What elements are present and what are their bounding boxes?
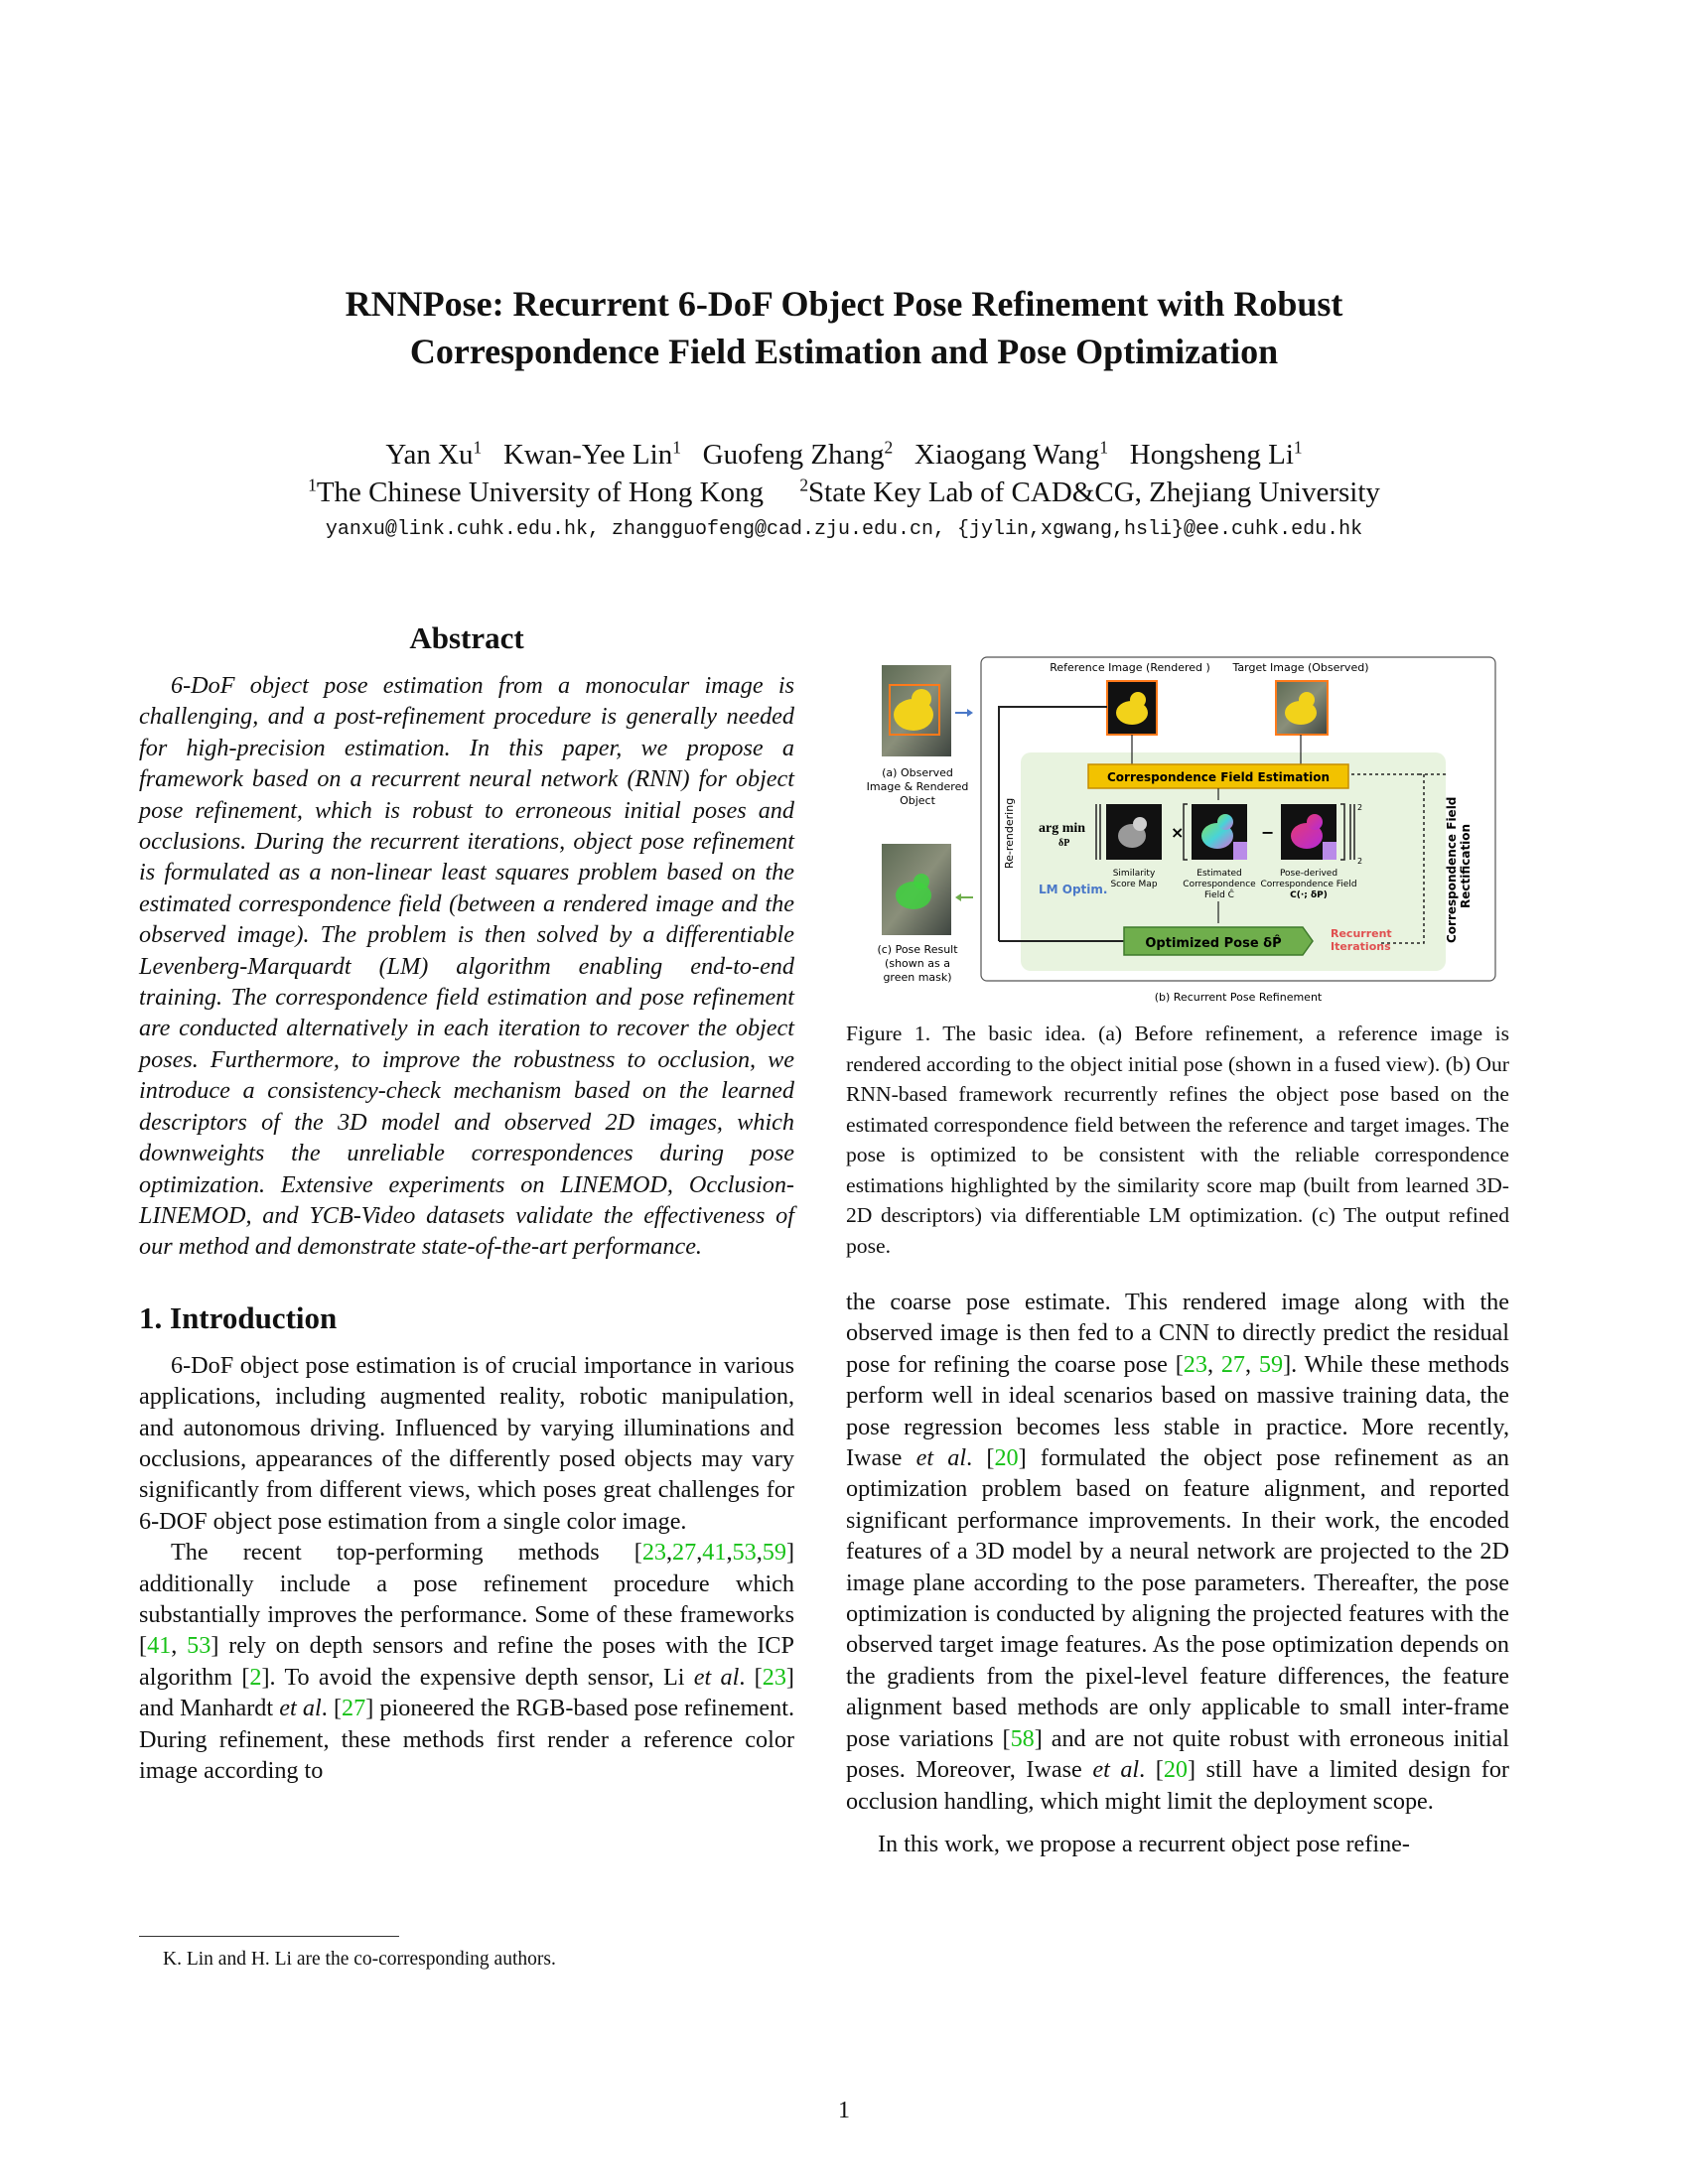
affiliation: $^2$State Key Lab of CAD&CG, Zhejiang University — [799, 475, 1380, 508]
svg-text:Iterations: Iterations — [1331, 940, 1391, 953]
citation-link[interactable]: 23 — [1183, 1350, 1207, 1378]
citation-link[interactable]: 53 — [187, 1632, 211, 1660]
citation-link[interactable]: 41 — [702, 1539, 727, 1567]
affiliation: $^1$The Chinese University of Hong Kong — [308, 475, 765, 508]
svg-text:δP: δP — [1058, 838, 1070, 849]
citation-link[interactable]: 27 — [342, 1695, 366, 1722]
figure-1 — [864, 655, 1499, 1013]
citation-link[interactable]: 23 — [762, 1663, 786, 1691]
svg-text:2: 2 — [1357, 857, 1363, 866]
author: Guofeng Zhang$^2$ — [702, 437, 894, 471]
svg-text:2: 2 — [1357, 803, 1363, 812]
svg-text:Pose-derived: Pose-derived — [1279, 869, 1338, 879]
citation-link[interactable]: 27 — [1220, 1350, 1246, 1378]
svg-text:Image & Rendered: Image & Rendered — [866, 780, 969, 793]
citation-link[interactable]: 59 — [1258, 1350, 1284, 1378]
right-paragraph-2: In this work, we propose a recurrent object pose refine- — [878, 1830, 1410, 1857]
author: Hongsheng Li$^1$ — [1129, 437, 1303, 471]
figure-1-caption: Figure 1. The basic idea. (a) Before refinement, a reference image is rendered according to the object initial pose (shown in a fused view). (b) Our RNN-based framework recurrently refines the object pose based on the estimated correspondence field between the reference and target images. The pose is optimized to be consistent with the reliable correspondence estimations highlighted by the similarity score map (built from learned 3D-2D descriptors) via differentiable LM optimization. (c) The output refined pose. — [846, 1022, 1509, 1258]
footnote-rule — [139, 1936, 399, 1937]
svg-text:Correspondence: Correspondence — [1183, 880, 1256, 889]
svg-text:(c) Pose Result: (c) Pose Result — [877, 943, 958, 956]
page-number: 1 — [838, 2098, 850, 2123]
svg-text:Object: Object — [900, 794, 935, 807]
svg-text:Target Image (Observed): Target Image (Observed) — [1232, 661, 1369, 674]
abstract-heading: Abstract — [409, 620, 524, 655]
svg-text:−: − — [1261, 823, 1275, 842]
citation-link[interactable]: 41 — [147, 1632, 172, 1660]
svg-text:green mask): green mask) — [883, 971, 952, 984]
citation-link[interactable]: 2 — [249, 1663, 262, 1691]
svg-text:Optimized Pose δP̂: Optimized Pose δP̂ — [1145, 936, 1282, 951]
abstract-text: 6-DoF object pose estimation from a monocular image is challenging, and a post-refinement procedure is generally needed for high-precision estimation. In this paper, we propose a framework based on a recurrent neural network (RNN) for object pose refinement, which is robust to erroneous initial poses and occlusions. During the recurrent iterations, object pose refinement is formulated as a non-linear least squares problem based on the estimated correspondence field (between a rendered image and the observed image). The problem is then solved by a differentiable Levenberg-Marquardt (LM) algorithm enabling end-to-end training. The correspondence field estimation and pose refinement are conducted alternatively in each iteration to recover the object poses. Furthermore, to improve the robustness to occlusion, we introduce a consistency-check mechanism based on the learned descriptors of the 3D model and observed 2D images, which downweights the unreliable correspondences during pose optimization. Extensive experiments on LINEMOD, Occlusion-LINEMOD, and YCB-Video datasets validate the effectiveness of our method and demonstrate state-of-the-art performance. — [139, 672, 794, 1261]
paper-title — [0, 280, 1688, 375]
title-line-1: RNNPose: Recurrent 6-DoF Object Pose Refinement with Robust — [345, 284, 1343, 324]
affiliations — [0, 475, 1688, 510]
svg-text:(b) Recurrent Pose Refinement: (b) Recurrent Pose Refinement — [1154, 991, 1323, 1004]
svg-text:Correspondence Field Estimatio: Correspondence Field Estimation — [1106, 770, 1331, 784]
svg-text:Field Ĉ: Field Ĉ — [1204, 890, 1234, 900]
observed-image-thumbnail — [882, 665, 951, 756]
author-emails[interactable]: yanxu@link.cuhk.edu.hk, zhangguofeng@cad.zju.edu.cn, {jylin,xgwang,hsli}@ee.cuhk.edu.hk — [325, 518, 1363, 541]
citation-link[interactable]: 27 — [672, 1539, 697, 1567]
intro-paragraph-2: The recent top-performing methods [23,27,41,53,59] additionally include a pose refinement procedure which substantially improves the performance. Some of these frameworks [41, 53] rely on depth sensors and refine the poses with the ICP algorithm [2]. To avoid the expensive depth sensor, Li et al. [23] and Manhardt et al. [27] pioneered the RGB-based pose refinement. During refinement, these methods first render a reference color image according to — [139, 1539, 794, 1784]
right-paragraph-1: the coarse pose estimate. This rendered image along with the observed image is then fed to a CNN to directly predict the residual pose for refining the coarse pose [23, 27, 59]. While these methods perform well in ideal scenarios based on massive training data, the pose regression becomes less stable in practice. More recently, Iwase et al. [20] formulated the object pose refinement as an optimization problem based on feature alignment, and reported significant performance improvements. In their work, the encoded features of a 3D model by a neural network are projected to the 2D image plane according to the pose parameters. Thereafter, the pose optimization is conducted by aligning the projected features with the observed target image features. As the pose optimization depends on the gradients from the pixel-level feature differences, the feature alignment based methods are only applicable to small inter-frame pose variations [58] and are not quite robust with erroneous initial poses. Moreover, Iwase et al. [20] still have a limited design for occlusion handling, which might limit the deployment scope. — [846, 1289, 1510, 1815]
figure-1-diagram — [864, 655, 1499, 1013]
intro-heading: 1. Introduction — [139, 1299, 338, 1335]
citation-link[interactable]: 58 — [1010, 1724, 1035, 1752]
author-list — [0, 437, 1688, 473]
svg-text:Score Map: Score Map — [1110, 880, 1158, 889]
author: Kwan-Yee Lin$^1$ — [502, 437, 681, 471]
citation-link[interactable]: 20 — [994, 1444, 1019, 1472]
citation-link[interactable]: 53 — [732, 1539, 757, 1567]
svg-text:Rectification: Rectification — [1459, 823, 1473, 908]
intro-paragraph-1: 6-DoF object pose estimation is of crucial importance in various applications, including augmented reality, robotic manipulation, and autonomous driving. Influenced by varying illuminations and occlusions, appearances of the differently posed objects may vary significantly from different views, which poses great challenges for 6-DOF object pose estimation from a single color image. — [139, 1351, 794, 1535]
svg-text:LM Optim.: LM Optim. — [1039, 883, 1108, 896]
svg-text:×: × — [1171, 823, 1185, 842]
citation-link[interactable]: 23 — [641, 1539, 666, 1567]
svg-text:Recurrent: Recurrent — [1331, 927, 1392, 940]
citation-link[interactable]: 59 — [762, 1539, 786, 1567]
citation-link[interactable]: 20 — [1163, 1756, 1189, 1784]
author: Xiaogang Wang$^1$ — [914, 437, 1109, 471]
footnote: K. Lin and H. Li are the co-corresponding authors. — [163, 1949, 556, 1970]
author: Yan Xu$^1$ — [385, 437, 483, 471]
svg-text:Re-rendering: Re-rendering — [1003, 797, 1016, 869]
svg-text:Correspondence Field: Correspondence Field — [1445, 796, 1459, 943]
svg-text:C(·; δP): C(·; δP) — [1290, 890, 1328, 900]
title-line-2: Correspondence Field Estimation and Pose Optimization — [409, 332, 1279, 371]
pose-result-thumbnail — [882, 844, 951, 935]
svg-text:arg min: arg min — [1039, 821, 1086, 836]
svg-text:Similarity: Similarity — [1112, 869, 1156, 879]
svg-text:Correspondence Field: Correspondence Field — [1260, 880, 1357, 889]
svg-text:Estimated: Estimated — [1196, 869, 1242, 879]
svg-text:(shown as a: (shown as a — [885, 957, 950, 970]
svg-text:(a) Observed: (a) Observed — [882, 766, 953, 779]
right-column — [846, 1287, 1509, 1859]
left-column — [139, 620, 794, 1786]
svg-text:Reference Image (Rendered ): Reference Image (Rendered ) — [1050, 661, 1210, 674]
